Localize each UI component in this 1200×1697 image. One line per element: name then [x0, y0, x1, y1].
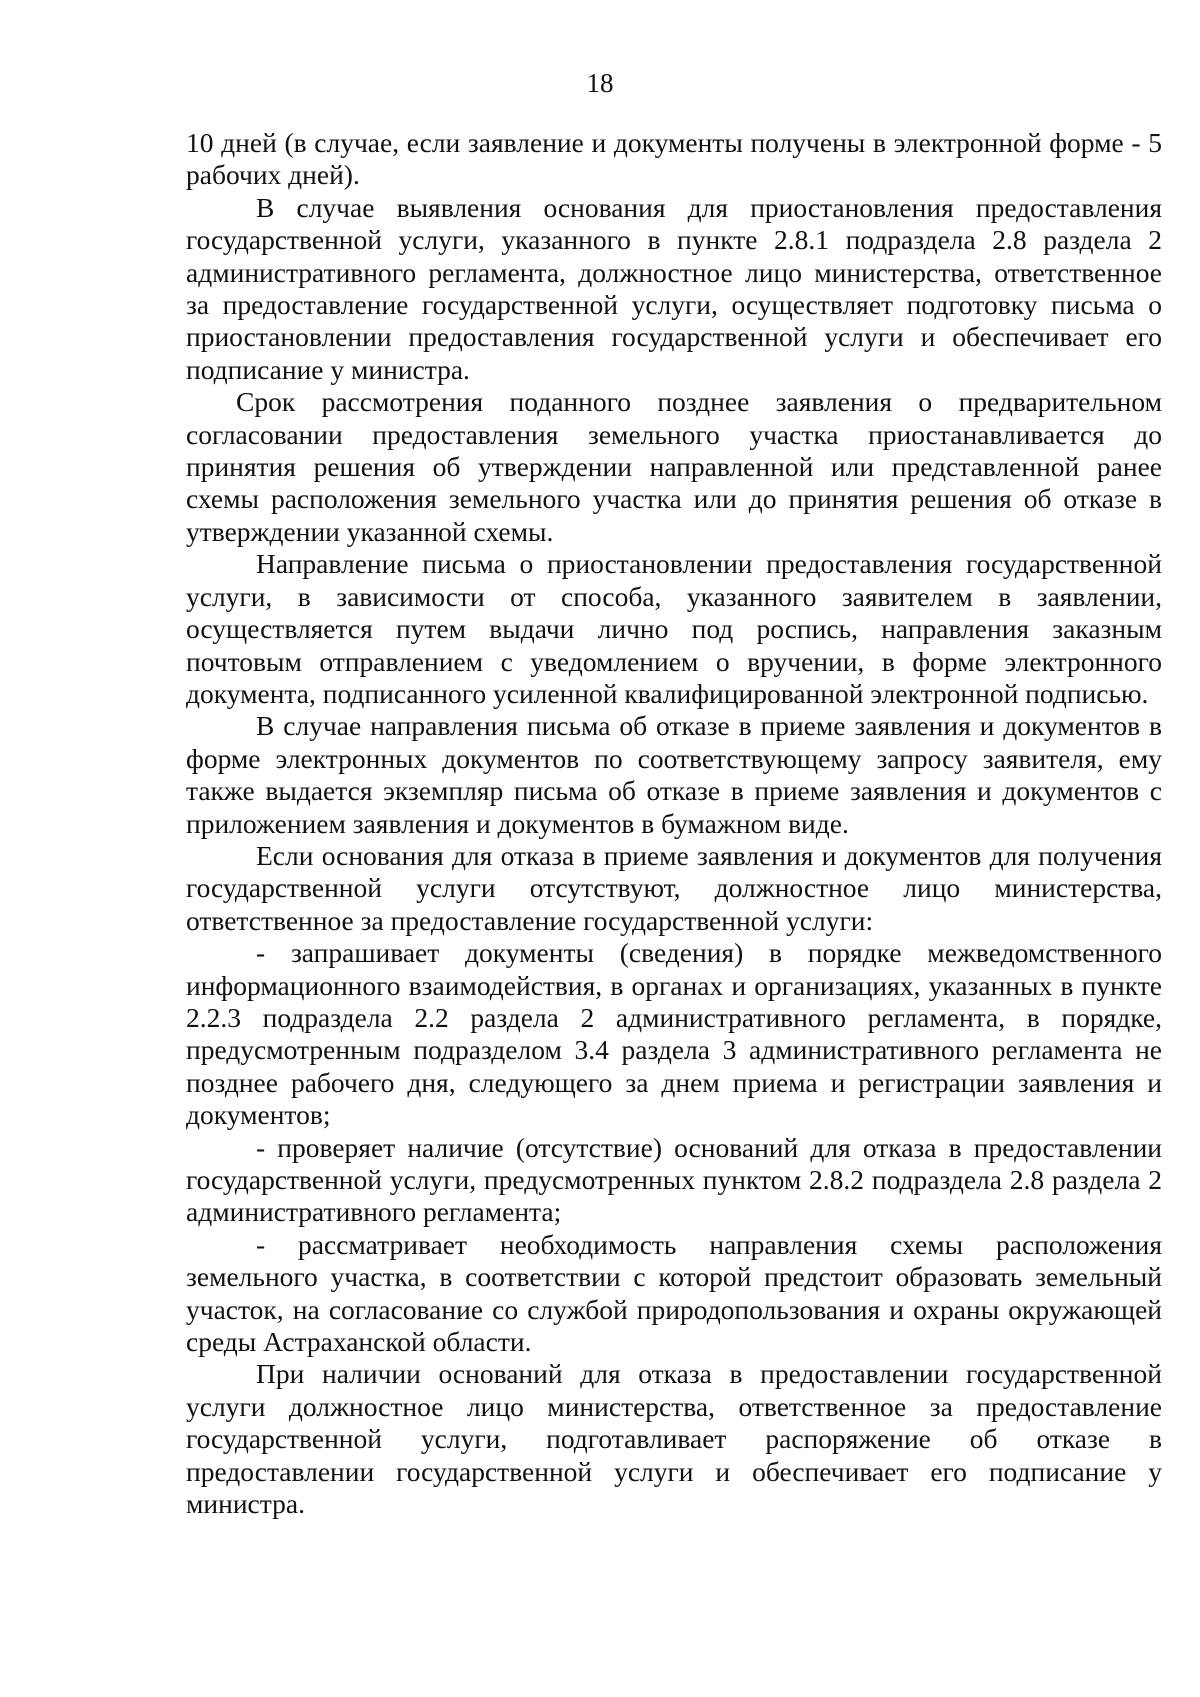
document-body	[186, 127, 1162, 1520]
paragraph-refusal-letter: В случае направления письма об отказе в приеме заявления и документов в форме электронных документов по соответствующему запросу заявителя, ему также выдается экземпляр письма об отказе в приеме заявления и документов с приложением заявления и документов в бумажном виде.	[186, 710, 1162, 839]
paragraph-continuation: 10 дней (в случае, если заявление и документы получены в электронной форме - 5 рабочих дней).	[186, 127, 1162, 191]
list-item-request-documents: - запрашивает документы (сведения) в порядке межведомственного информационного взаимодействия, в органах и организациях, указанных в пункте 2.2.3 подраздела 2.2 раздела 2 административного регламента, в порядке, предусмотренным подразделом 3.4 раздела 3 административного регламента не позднее рабочего дня, следующего за днем приема и регистрации заявления и документов;	[186, 937, 1162, 1131]
paragraph-no-refusal-grounds: Если основания для отказа в приеме заявления и документов для получения государственной услуги отсутствуют, должностное лицо министерства, ответственное за предоставление государственной услуги:	[186, 839, 1162, 936]
paragraph-refusal-order: При наличии оснований для отказа в предоставлении государственной услуги должностное лицо министерства, ответственное за предоставление государственной услуги, подготавливает распоряжение об отказе в предоставлении государственной услуги и обеспечивает его подписание у министра.	[186, 1358, 1162, 1520]
paragraph-review-period: Срок рассмотрения поданного позднее заявления о предварительном согласовании предоставления земельного участка приостанавливается до принятия решения об утверждении направленной или представленной ранее схемы расположения земельного участка или до принятия решения об отказе в утверждении указанной схемы.	[186, 386, 1162, 547]
paragraph-letter-delivery: Направление письма о приостановлении предоставления государственной услуги, в зависимости от способа, указанного заявителем в заявлении, осуществляется путем выдачи лично под роспись, направления заказным почтовым отправлением с уведомлением о вручении, в форме электронного документа, подписанного усиленной квалифицированной электронной подписью.	[186, 548, 1162, 709]
list-item-review-scheme: - рассматривает необходимость направления схемы расположения земельного участка, в соответствии с которой предстоит образовать земельный участок, на согласование со службой природопользования и охраны окружающей среды Астраханской области.	[186, 1228, 1162, 1358]
page-number: 18	[586, 68, 614, 98]
list-item-check-grounds: - проверяет наличие (отсутствие) оснований для отказа в предоставлении государственной услуги, предусмотренных пунктом 2.8.2 подраздела 2.8 раздела 2 административного регламента;	[186, 1131, 1162, 1228]
paragraph-suspension-grounds: В случае выявления основания для приостановления предоставления государственной услуги, указанного в пункте 2.8.1 подраздела 2.8 раздела 2 административного регламента, должностное лицо министерства, ответственное за предоставление государственной услуги, осуществляет подготовку письма о приостановлении предоставления государственной услуги и обеспечивает его подписание у министра.	[186, 191, 1162, 385]
